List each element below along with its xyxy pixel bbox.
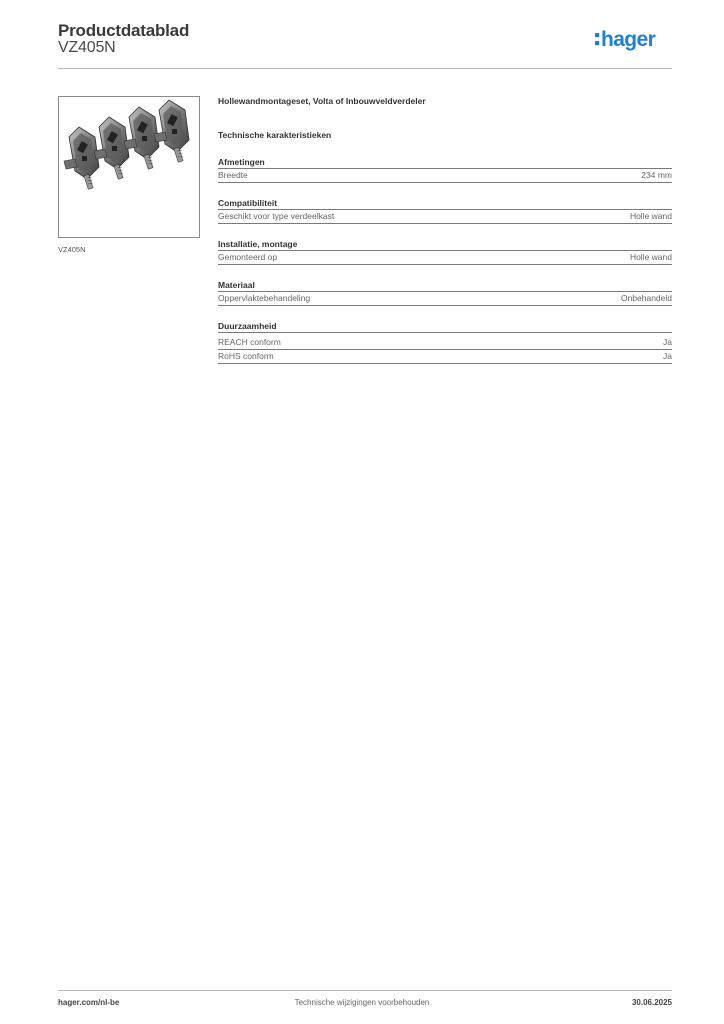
spec-value: 234 mm [641,170,672,180]
spec-group-afmetingen [218,156,672,183]
spec-group-title: Installatie, montage [218,238,672,251]
clamp-1 [64,127,99,189]
footer-notice: Technische wijzigingen voorbehouden [294,998,430,1007]
spec-value: Holle wand [629,252,672,262]
product-name: Hollewandmontageset, Volta of Inbouwveldverdeler [218,96,426,106]
footer-website: hager.com/nl-be [58,998,120,1007]
spec-label: Oppervlaktebehandeling [218,293,311,303]
spec-group-title: Duurzaamheid [218,320,672,333]
spec-value: Ja [663,337,672,347]
header-divider [58,68,672,69]
spec-label: Gemonteerd op [218,252,278,262]
section-title: Technische karakteristieken [218,130,332,140]
logo-wordmark: hager [601,28,656,51]
spec-value: Onbehandeld [620,293,672,303]
footer-divider [58,990,672,991]
hager-logo [594,25,674,55]
clamp-4 [154,100,189,162]
spec-group-title: Compatibiliteit [218,197,672,210]
spec-group-duurzaamheid [218,320,672,364]
product-details [218,96,672,364]
spec-label: Geschikt voor type verdeelkast [218,211,335,221]
spec-row [218,251,672,265]
document-subtitle: VZ405N [58,39,116,56]
spec-row [218,210,672,224]
spec-value: Holle wand [629,211,672,221]
spec-group-materiaal [218,279,672,306]
spec-value: Ja [663,351,672,361]
document-title: Productdatablad [58,21,190,40]
spec-row [218,336,672,350]
spec-label: RoHS conform [218,351,274,361]
spec-label: Breedte [218,170,248,180]
spec-row [218,169,672,183]
mounting-clamps-image [59,97,201,239]
clamp-2 [94,117,129,179]
spec-label: REACH conform [218,337,281,347]
spec-group-title: Afmetingen [218,156,672,169]
spec-group-compatibiliteit [218,197,672,224]
spec-group-installatie [218,238,672,265]
spec-row [218,350,672,364]
footer-date: 30.06.2025 [631,998,672,1007]
spec-row [218,292,672,306]
hager-logo-icon [594,25,674,55]
product-image [58,96,200,238]
spec-group-title: Materiaal [218,279,672,292]
clamp-3 [124,107,159,169]
image-caption: VZ405N [58,245,86,254]
